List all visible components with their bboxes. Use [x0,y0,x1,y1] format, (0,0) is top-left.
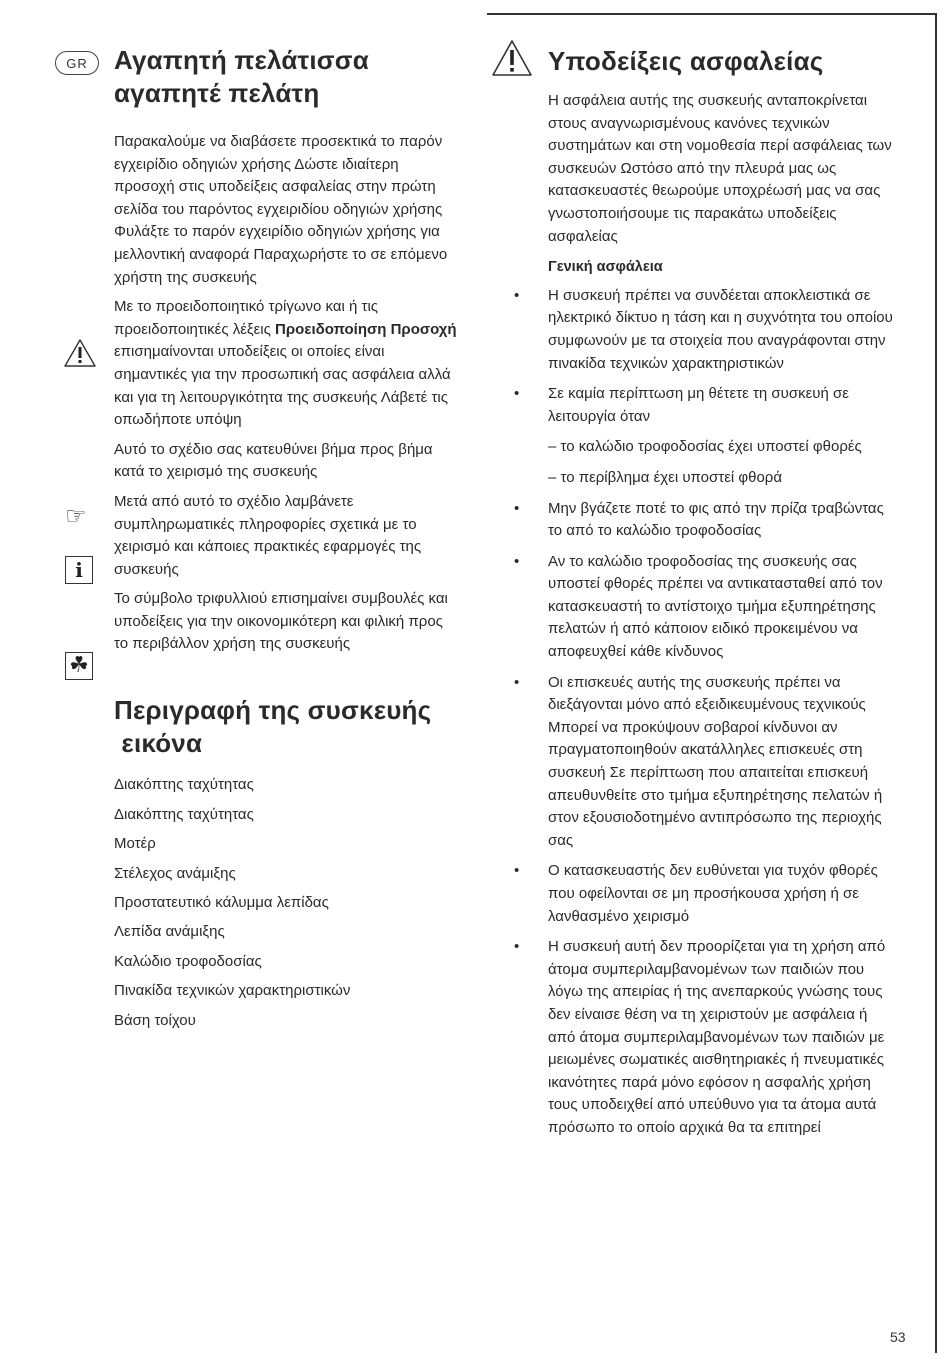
warning-triangle-icon [490,38,534,78]
bullet-marker: • [514,286,520,304]
list-item-text: Αν το καλώδιο τροφοδοσίας της συσκευής σας υποστεί φθορές πρέπει να αντικατασταθεί από τον κατασκευαστή το αντίστοιχο τμήμα εξυπηρέτησης πελατών ή από κάποιον ειδικό προκειμένου να αποφευχθεί κάθε κίνδυνος [548,552,883,661]
clover-icon: ☘ [65,652,93,680]
list-item-text: Οι επισκευές αυτής της συσκευής πρέπει να διεξάγονται μόνο από εξειδικευμένους τεχνικούς Μπορεί να προκύψουν σοβαροί κίνδυνοι αν πραγματοποιηθούν ακατάλληλες επισκευές στη συσκευή Σε περίπτωση που απαιτείται επισκευή απευθυνθείτε στο τμήμα εξυπηρέτησης πελατών ή στον εξουσιοδοτημένο αντιπρόσωπο της περιοχής σας [548,673,883,849]
description-title-line1: Περιγραφή της συσκευής [114,695,432,726]
list-item [514,860,898,928]
list-item: Καλώδιο τροφοδοσίας [114,952,262,970]
warning-keywords: Προειδοποίηση Προσοχή [275,320,457,338]
list-item-text: Ο κατασκευαστής δεν ευθύνεται για τυχόν φθορές που οφείλονται σε μη προσήκουσα χρήση ή σε λανθασμένο χειρισμό [548,862,878,925]
clover-symbol-paragraph: Το σύμβολο τριφυλλιού επισημαίνει συμβουλές και υποδείξεις για την οικονομικότερη και φιλική προς το περιβάλλον χρήση της συσκευής [114,590,448,653]
bullet-marker: • [514,673,520,691]
list-item: Στέλεχος ανάμιξης [114,864,236,882]
list-item-text: Η συσκευή αυτή δεν προορίζεται για τη χρήση από άτομα συμπεριλαμβανομένων των παιδιών που λόγω της απειρίας ή της ανεπαρκούς γνώσης τους δεν είναισε θέση να τη χειριστούν με ασφάλεια ή από άτομα συμπεριλαμβανομένων των παιδιών με μειωμένες σωματικές αισθητηριακές ή πνευματικές ικανότητες παρά μόνο εφόσον η ασφαλής χρήση τους υποδειχθεί από υπεύθυνο για τα άτομα αυτά πρόσωπο το οποίο αρχικά θα τα επιτηρεί [548,938,886,1136]
dash-item: – το καλώδιο τροφοδοσίας έχει υποστεί φθορές [548,438,862,456]
parts-list [114,774,459,1032]
description-title-line2: εικόνα [114,728,203,759]
left-column [114,44,459,1039]
list-item [514,498,898,543]
greeting-title-line2: αγαπητέ πελάτη [114,78,320,108]
general-safety-heading: Γενική ασφάλεια [548,259,663,276]
list-item: Διακόπτης ταχύτητας [114,805,254,823]
greeting-title [114,44,459,110]
list-item-text: Η συσκευή πρέπει να συνδέεται αποκλειστικά σε ηλεκτρικό δίκτυο η τάση και η συχνότητα του οποίου συμφωνούν με τα στοιχεία που αναγράφονται στην πινακίδα τεχνικών χαρακτηριστικών [548,286,893,372]
page-frame-right-border [935,13,937,1353]
hand-symbol-paragraph: Αυτό το σχέδιο σας κατευθύνει βήμα προς βήμα κατά το χειρισμό της συσκευής [114,440,433,481]
safety-title: Υποδείξεις ασφαλείας [548,46,824,76]
info-symbol-paragraph: Μετά από αυτό το σχέδιο λαμβάνετε συμπληρωματικές πληροφορίες σχετικά με το χειρισμό και κάποιες πρακτικές εφαρμογές της συσκευής [114,492,422,578]
list-item: Διακόπτης ταχύτητας [114,776,254,794]
language-badge: GR [55,51,99,75]
greeting-title-line1: Αγαπητή πελάτισσα [114,45,369,75]
list-item [514,672,898,853]
list-item: Βάση τοίχου [114,1011,196,1029]
intro-paragraph: Παρακαλούμε να διαβάσετε προσεκτικά το παρόν εγχειρίδιο οδηγιών χρήσης Δώστε ιδιαίτερη προσοχή στις υποδείξεις ασφαλείας στην πρώτη σελίδα του παρόντος εγχειριδίου οδηγιών χρήσης Φυλάξτε το παρόν εγχειρίδιο οδηγιών χρήσης για μελλοντική αναφορά Παραχωρήστε το σε επόμενο χρήστη της συσκευής [114,133,448,286]
bullet-marker: • [514,938,520,956]
bullet-marker: • [514,862,520,880]
list-item-text: Μην βγάζετε ποτέ το φις από την πρίζα τραβώντας το από το καλώδιο τροφοδοσίας [548,499,884,540]
list-item [514,285,898,375]
list-item-text: Σε καμία περίπτωση μη θέτετε τη συσκευή σε λειτουργία όταν [548,385,849,425]
list-item [514,383,898,428]
list-item: Πινακίδα τεχνικών χαρακτηριστικών [114,982,351,1000]
bullet-marker: • [514,499,520,517]
dash-item: – το περίβλημα έχει υποστεί φθορά [548,468,783,486]
warning-triangle-icon [63,338,97,368]
page-number: 53 [890,1329,906,1345]
info-icon: i [65,556,93,584]
warning-text-b: επισημαίνονται υποδείξεις οι οποίες είναι σημαντικές για την προσωπική σας ασφάλεια αλλά και για τη λειτουργικότητα της συσκευής Λάβετέ τις οπωδήποτε υπόψη [114,343,451,429]
safety-intro-paragraph: Η ασφάλεια αυτής της συσκευής ανταποκρίνεται στους αναγνωρισμένους κανόνες τεχνικών συστημάτων και στη νομοθεσία περί ασφάλειας των συσκευών Ωστόσο από την πλευρά μας ως κατασκευαστές θεωρούμε υποχρέωσή μας να σας γνωστοποιήσουμε τις παρακάτω υποδείξεις ασφαλείας [548,92,892,245]
pointing-hand-icon: ☞ [65,503,87,530]
warning-text-a: Με το προειδοποιητικό τρίγωνο και ή τις προειδοποιητικές λέξεις [114,298,379,338]
right-column [514,44,898,1148]
list-item: Μοτέρ [114,835,156,853]
list-item: Λεπίδα ανάμιξης [114,923,225,941]
warning-symbol-paragraph [114,296,459,432]
list-item [514,936,898,1139]
page-frame-top-border [487,13,937,15]
description-title [114,694,459,760]
list-item: Προστατευτικό κάλυμμα λεπίδας [114,894,329,911]
bullet-marker: • [514,385,520,403]
list-item [514,551,898,664]
bullet-marker: • [514,552,520,570]
